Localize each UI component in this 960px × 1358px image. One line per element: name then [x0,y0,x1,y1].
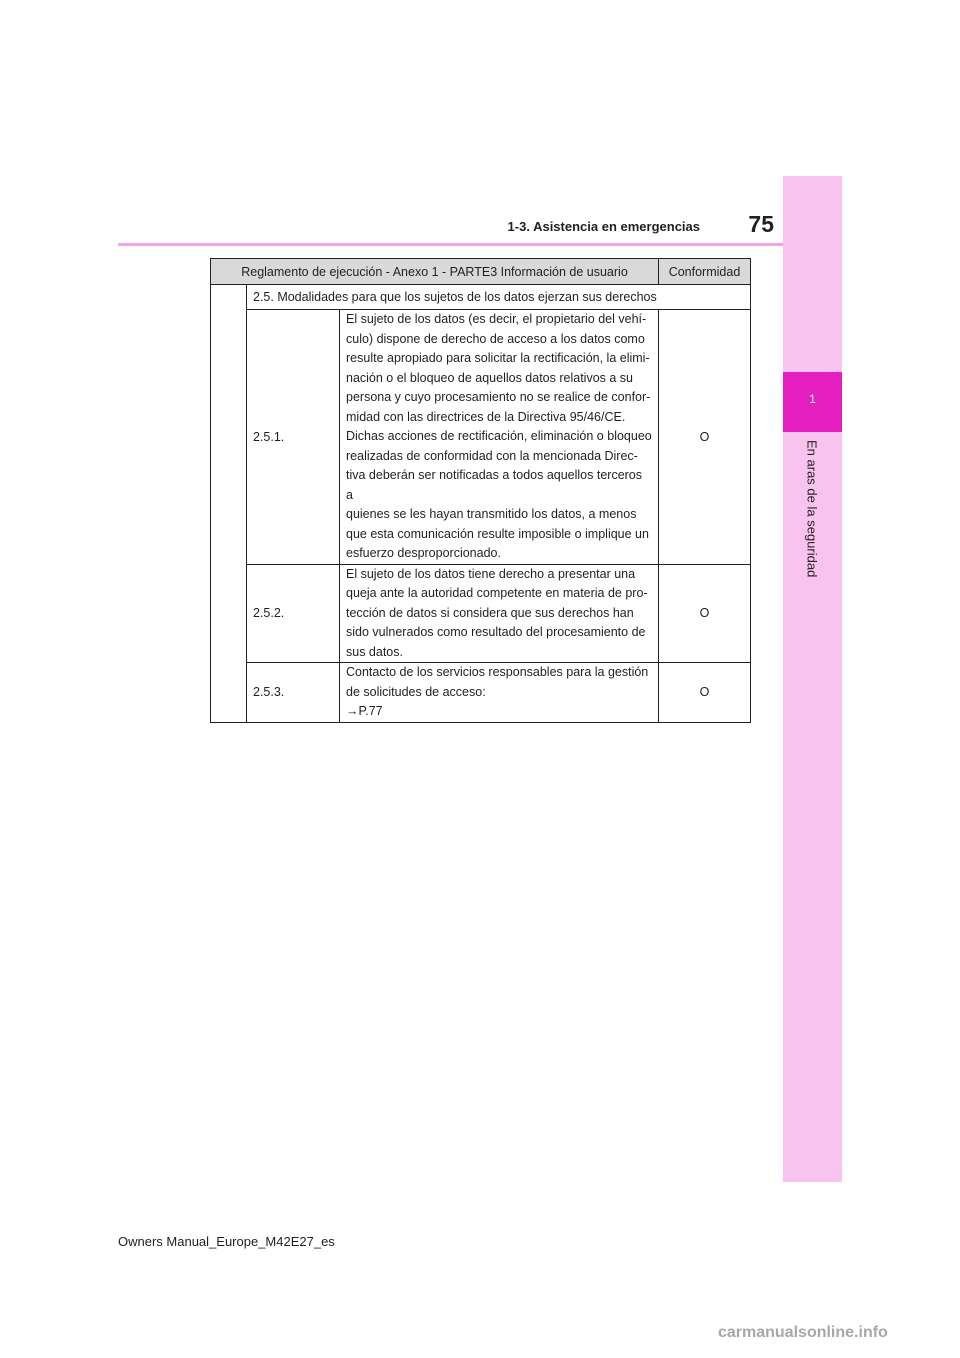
description-line: persona y cuyo procesamiento no se realice de confor- [346,390,651,404]
row-conformity: O [659,663,751,723]
description-line: El sujeto de los datos tiene derecho a presentar una [346,566,636,581]
description-line: queja ante la autoridad competente en materia de pro- [346,586,648,600]
table-row [211,663,751,723]
regulation-table [210,258,751,723]
section-title: 1-3. Asistencia en emergencias [507,219,700,234]
table-subheader: 2.5. Modalidades para que los sujetos de los datos ejerzan sus derechos [247,285,751,310]
description-line: de solicitudes de acceso: [346,684,486,699]
description-line: quienes se les hayan transmitido los datos, a menos [346,507,637,521]
description-line: resulte apropiado para solicitar la rectificación, la elimi- [346,351,650,365]
description-line: El sujeto de los datos (es decir, el propietario del vehí- [346,312,647,326]
indent-cell [211,285,247,723]
description-line: esfuerzo desproporcionado. [346,546,501,560]
table-header-conformity: Conformidad [659,259,751,285]
description-line: realizadas de conformidad con la mencionada Direc- [346,448,638,463]
row-id: 2.5.1. [247,310,340,565]
table-row [211,310,751,565]
page-number: 75 [748,211,774,237]
description-line: Dichas acciones de rectificación, eliminación o bloqueo [346,429,652,443]
row-description [340,663,659,723]
row-description [340,310,659,565]
description-line: tección de datos si considera que sus derechos han [346,605,634,620]
table-header-regulation: Reglamento de ejecución - Anexo 1 - PARTE3 Información de usuario [211,259,659,285]
description-line: sido vulnerados como resultado del procesamiento de [346,625,646,639]
row-id: 2.5.2. [247,564,340,663]
header-rule [118,243,783,246]
description-line: culo) dispone de derecho de acceso a los datos como [346,331,645,346]
chapter-label: En aras de la seguridad [804,440,820,578]
description-line: que esta comunicación resulte imposible o implique un [346,526,649,541]
row-id: 2.5.3. [247,663,340,723]
row-description [340,564,659,663]
row-conformity: O [659,310,751,565]
table-header-row [211,259,751,285]
description-line: Contacto de los servicios responsables para la gestión [346,665,649,679]
table-subheader-row [211,285,751,310]
description-line: →P.77 [346,704,383,718]
table-row [211,564,751,663]
description-line: midad con las directrices de la Directiva 95/46/CE. [346,409,626,424]
description-line: sus datos. [346,644,403,659]
description-line: nación o el bloqueo de aquellos datos relativos a su [346,370,634,385]
row-conformity: O [659,564,751,663]
chapter-number: 1 [809,392,816,406]
footer-doc-id: Owners Manual_Europe_M42E27_es [118,1234,335,1249]
description-line: tiva deberán ser notificadas a todos aquellos terceros a [346,468,643,502]
chapter-side-tab [783,176,842,1182]
watermark: carmanualsonline.info [718,1324,888,1341]
